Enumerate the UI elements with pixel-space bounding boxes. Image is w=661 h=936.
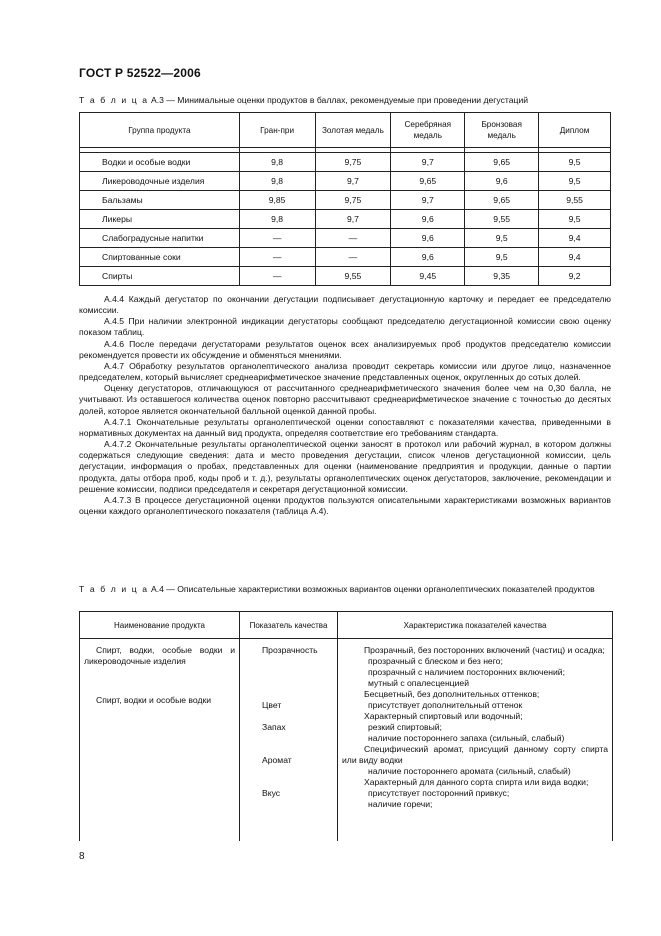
characteristic: прозрачный с наличием посторонних включений; [368, 667, 565, 677]
characteristic: наличие постороннего запаха (сильный, слабый) [368, 733, 565, 743]
product-cell [80, 639, 240, 842]
table-row [80, 639, 613, 842]
column-header: Серебряная медаль [391, 113, 465, 148]
table-cell: Спирты [80, 267, 240, 286]
column-header: Золотая медаль [315, 113, 391, 148]
table-cell: 9,7 [391, 191, 465, 210]
table-cell: Слабоградусные напитки [80, 229, 240, 248]
indicator: Запах [262, 722, 286, 732]
table-cell: 9,5 [539, 153, 611, 172]
table-cell: 9,65 [391, 172, 465, 191]
characteristic: наличие горечи; [368, 799, 433, 809]
indicator: Аромат [262, 755, 292, 765]
table-cell: 9,4 [539, 229, 611, 248]
table-cell: Бальзамы [80, 191, 240, 210]
table-cell: 9,5 [465, 229, 539, 248]
table-a3-caption [79, 95, 528, 106]
table-cell: — [239, 248, 315, 267]
table-header-row [80, 113, 611, 148]
paragraph: А.4.7 Обработку результатов органолептического анализа проводит секретарь комиссии или другое лицо, назначенное председателем, который вычисляет среднеарифметическое значение представленных оценок, округленных до сотых долей. [79, 360, 611, 383]
table-cell: 9,7 [391, 153, 465, 172]
page-number: 8 [79, 851, 85, 862]
table-cell: 9,75 [315, 191, 391, 210]
indicator: Цвет [262, 700, 282, 710]
table-cell: 9,8 [239, 153, 315, 172]
characteristic: Бесцветный, без дополнительных оттенков; [364, 689, 540, 699]
table-cell: 9,85 [239, 191, 315, 210]
table-cell: 9,8 [239, 210, 315, 229]
product-name: Спирт, водки и особые водки [96, 695, 212, 705]
characteristic: присутствует дополнительный оттенок [368, 700, 523, 710]
characteristic-cell [338, 639, 613, 842]
column-header: Бронзовая медаль [465, 113, 539, 148]
table-cell: 9,6 [391, 210, 465, 229]
table-cell: 9,7 [315, 172, 391, 191]
characteristic: присутствует посторонний привкус; [368, 788, 510, 798]
table-cell: Спиртованные соки [80, 248, 240, 267]
caption-prefix: Т а б л и ц а [79, 584, 149, 594]
characteristic: Специфический аромат, присущий данному сорту спирта или виду водки [342, 744, 608, 765]
table-cell: 9,4 [539, 248, 611, 267]
table-cell: 9,55 [539, 191, 611, 210]
table-cell: 9,8 [239, 172, 315, 191]
indicator: Прозрачность [262, 645, 318, 655]
paragraph: А.4.5 При наличии электронной индикации дегустаторы сообщают председателю дегустационной комиссии свою оценку показом таблиц. [79, 316, 611, 338]
paragraph: А.4.7.2 Окончательные результаты органолептической оценки заносят в протокол или рабочий журнал, в котором должны содержаться следующие сведения: дата и место проведения дегустации, список членов дегустационной комиссии, цель дегустации, информация о пробах, представленных для оценки (наименование предприятия и продукции, данные о партии продукта, даты отбора проб, коды проб и т. д.), результаты органолептических оценок дегустаторов, заключение, рекомендации и решение комиссии, подписи председателя и секретаря дегустационной комиссии. [79, 439, 611, 494]
table-cell: 9,7 [315, 210, 391, 229]
table-cell: 9,65 [465, 153, 539, 172]
table-cell: — [315, 248, 391, 267]
table-cell: 9,35 [465, 267, 539, 286]
product-name: Спирт, водки, особые водки и ликероводочные изделия [84, 645, 235, 666]
paragraph: А.4.4 Каждый дегустатор по окончании дегустации подписывает дегустационную карточку и передает ее председателю комиссии. [79, 294, 611, 316]
table-cell: 9,5 [539, 210, 611, 229]
column-header: Наименование продукта [80, 612, 240, 639]
table-a4 [79, 611, 613, 841]
table-cell: 9,2 [539, 267, 611, 286]
column-header: Характеристика показателей качества [338, 612, 613, 639]
table-row [80, 210, 611, 229]
table-row [80, 229, 611, 248]
table-cell: 9,65 [465, 191, 539, 210]
table-cell: — [239, 267, 315, 286]
characteristic: наличие постороннего аромата (сильный, слабый) [368, 766, 571, 776]
characteristic: Характерный спиртовый или водочный; [364, 711, 523, 721]
characteristic: прозрачный с блеском и без него; [368, 656, 503, 666]
body-text [79, 294, 611, 517]
table-cell: 9,5 [539, 172, 611, 191]
paragraph: А.4.7.1 Окончательные результаты органолептической оценки сопоставляют с показателями качества, приведенными в нормативных документах на данный вид продукта, определяя соответствие его требованиям стандарта. [79, 416, 611, 438]
table-cell: — [239, 229, 315, 248]
table-cell: 9,6 [465, 172, 539, 191]
characteristic: Характерный для данного сорта спирта или вида водки; [364, 777, 589, 787]
table-cell: Ликероводочные изделия [80, 172, 240, 191]
table-row [80, 153, 611, 172]
column-header: Группа продукта [80, 113, 240, 148]
characteristic: мутный с опалесценцией [368, 678, 469, 688]
table-row [80, 248, 611, 267]
table-row [80, 267, 611, 286]
table-row [80, 172, 611, 191]
column-header: Гран-при [239, 113, 315, 148]
table-cell: 9,55 [315, 267, 391, 286]
table-cell: 9,55 [465, 210, 539, 229]
characteristic: Прозрачный, без посторонних включений (частиц) и осадка; [364, 645, 605, 655]
table-a3 [79, 112, 611, 286]
table-cell: 9,6 [391, 229, 465, 248]
characteristic: резкий спиртовый; [368, 722, 442, 732]
table-cell: Водки и особые водки [80, 153, 240, 172]
indicator: Вкус [262, 788, 281, 798]
page-title: ГОСТ Р 52522—2006 [79, 66, 201, 80]
column-header: Диплом [539, 113, 611, 148]
indicator-cell [240, 639, 338, 842]
table-header-row [80, 612, 613, 639]
table-cell: 9,75 [315, 153, 391, 172]
caption-text: А.4 — Описательные характеристики возможных вариантов оценки органолептических показателей продуктов [148, 584, 595, 594]
table-cell: 9,45 [391, 267, 465, 286]
table-cell: — [315, 229, 391, 248]
column-header: Показатель качества [240, 612, 338, 639]
paragraph: Оценку дегустаторов, отличающуюся от рассчитанного среднеарифметического значения более чем на 0,30 балла, не учитывают. Из оставшегося количества оценок повторно рассчитывают среднеарифметическое значение с точностью до десятых долей, которое является окончательной балльной оценкой данной пробы. [79, 383, 611, 416]
table-a4-caption [79, 584, 612, 595]
caption-prefix: Т а б л и ц а [79, 95, 149, 105]
table-row [80, 191, 611, 210]
caption-text: А.3 — Минимальные оценки продуктов в баллах, рекомендуемые при проведении дегустаций [148, 95, 529, 105]
table-cell: 9,6 [391, 248, 465, 267]
paragraph: А.4.6 После передачи дегустаторами результатов оценок всех анализируемых проб продуктов председателю комиссии рекомендуется провести их обсуждение и обменяться мнениями. [79, 338, 611, 360]
table-cell: 9,5 [465, 248, 539, 267]
paragraph: А.4.7.3 В процессе дегустационной оценки продуктов пользуются описательными характеристиками возможных вариантов оценки каждого органолептического показателя (таблица А.4). [79, 494, 611, 516]
table-cell: Ликеры [80, 210, 240, 229]
